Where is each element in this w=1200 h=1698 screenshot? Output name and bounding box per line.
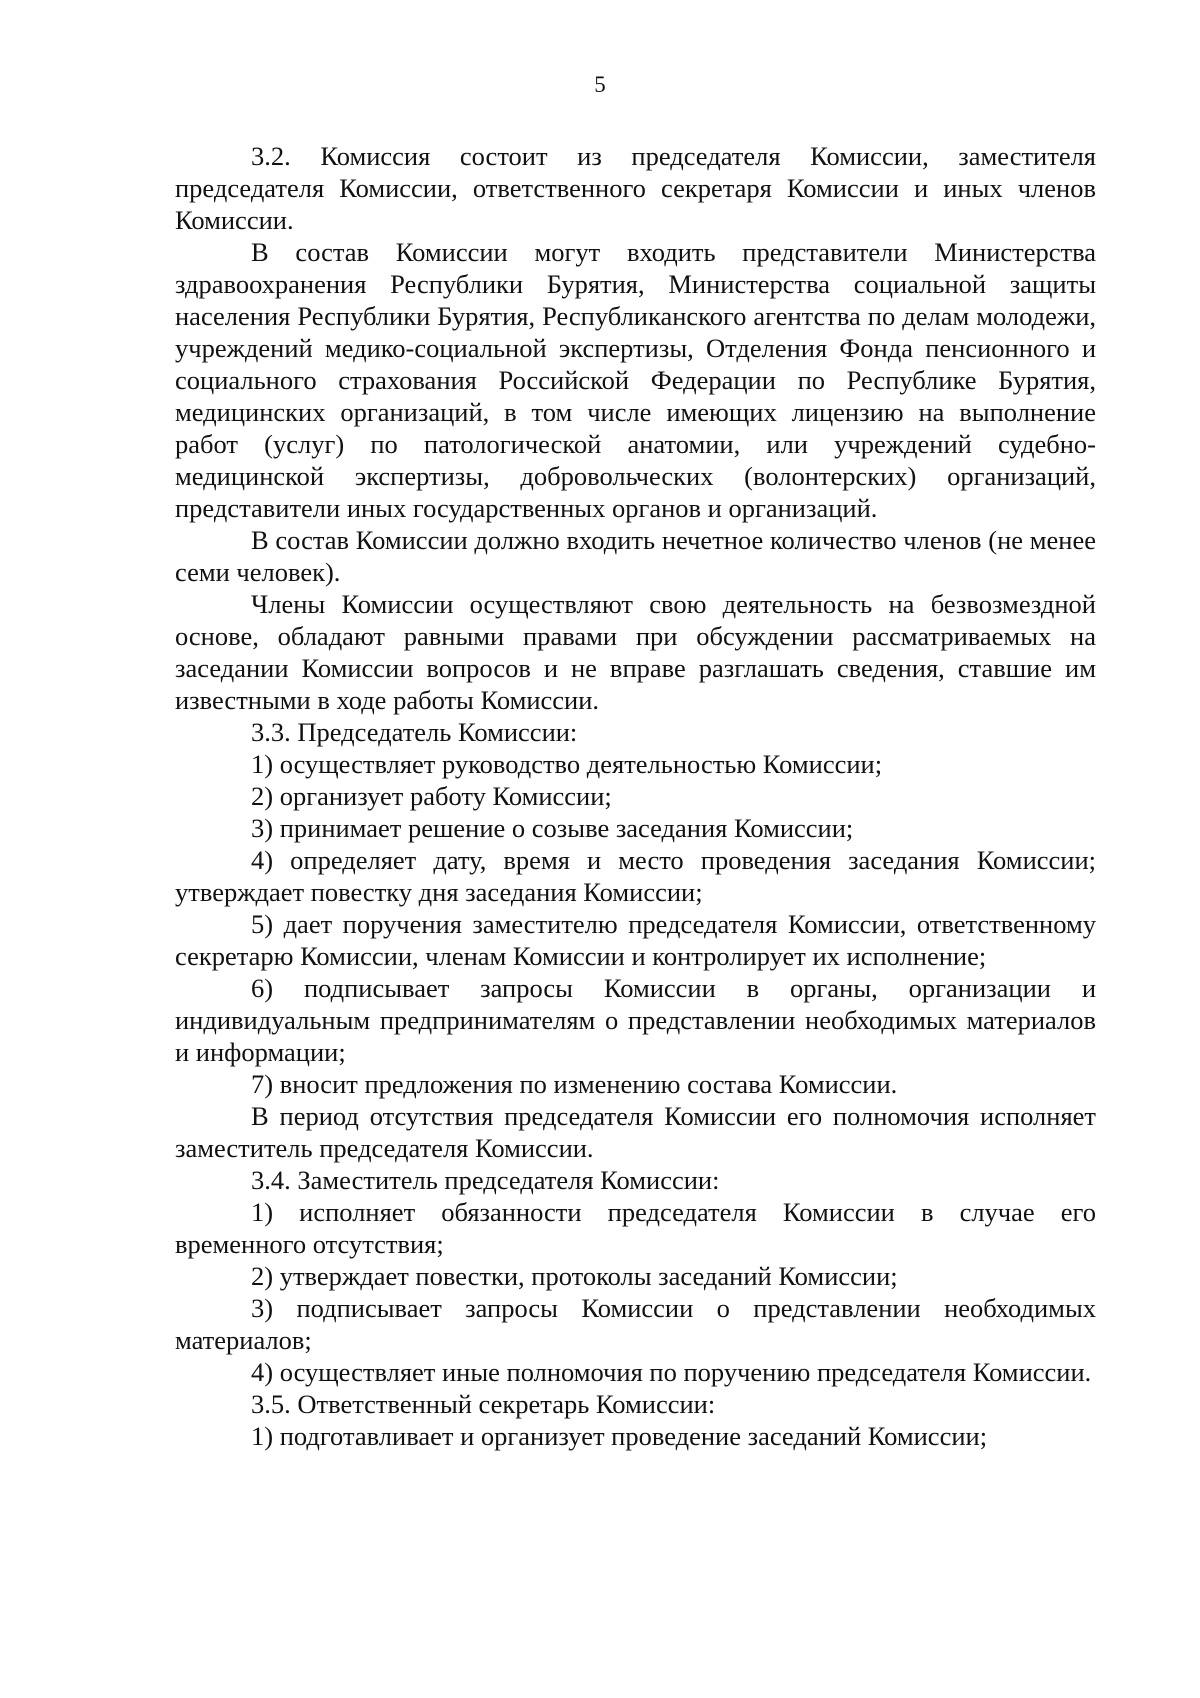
list-item-chair-5: 5) дает поручения заместителю председателя Комиссии, ответственному секретарю Комиссии, членам Комиссии и контролирует их исполнение;	[175, 909, 1096, 971]
list-item-chair-4: 4) определяет дату, время и место проведения заседания Комиссии; утверждает повестку дня заседания Комиссии;	[175, 845, 1096, 907]
document-body	[175, 140, 1096, 1452]
paragraph-3-4-heading: 3.4. Заместитель председателя Комиссии:	[251, 1165, 720, 1195]
list-item-deputy-3: 3) подписывает запросы Комиссии о представлении необходимых материалов;	[175, 1293, 1096, 1355]
paragraph-commission-members-sources: В состав Комиссии могут входить представители Министерства здравоохранения Республики Бурятия, Министерства социальной защиты населения Республики Бурятия, Республиканского агентства по делам молодежи, учреждений медико-социальной экспертизы, Отделения Фонда пенсионного и социального страхования Российской Федерации по Республике Бурятия, медицинских организаций, в том числе имеющих лицензию на выполнение работ (услуг) по патологической анатомии, или учреждений судебно-медицинской экспертизы, добровольческих (волонтерских) организаций, представители иных государственных органов и организаций.	[175, 237, 1096, 523]
list-item-chair-3: 3) принимает решение о созыве заседания Комиссии;	[251, 813, 854, 843]
list-item-deputy-1: 1) исполняет обязанности председателя Комиссии в случае его временного отсутствия;	[175, 1197, 1096, 1259]
list-item-chair-2: 2) организует работу Комиссии;	[251, 781, 612, 811]
paragraph-3-5-heading: 3.5. Ответственный секретарь Комиссии:	[251, 1389, 716, 1419]
paragraph-3-3-heading: 3.3. Председатель Комиссии:	[251, 717, 578, 747]
list-item-chair-6: 6) подписывает запросы Комиссии в органы, организации и индивидуальным предпринимателям о представлении необходимых материалов и информации;	[175, 973, 1096, 1067]
page-number: 5	[594, 72, 606, 97]
paragraph-chair-absence: В период отсутствия председателя Комиссии его полномочия исполняет заместитель председателя Комиссии.	[175, 1101, 1096, 1163]
list-item-chair-1: 1) осуществляет руководство деятельностью Комиссии;	[251, 749, 883, 779]
paragraph-odd-member-count: В состав Комиссии должно входить нечетное количество членов (не менее семи человек).	[175, 525, 1096, 587]
list-item-deputy-2: 2) утверждает повестки, протоколы заседаний Комиссии;	[251, 1261, 898, 1291]
list-item-secretary-1: 1) подготавливает и организует проведение заседаний Комиссии;	[251, 1421, 988, 1451]
paragraph-members-duties: Члены Комиссии осуществляют свою деятельность на безвозмездной основе, обладают равными правами при обсуждении рассматриваемых на заседании Комиссии вопросов и не вправе разглашать сведения, ставшие им известными в ходе работы Комиссии.	[175, 589, 1096, 715]
list-item-chair-7: 7) вносит предложения по изменению состава Комиссии.	[251, 1069, 898, 1099]
paragraph-3-2: 3.2. Комиссия состоит из председателя Комиссии, заместителя председателя Комиссии, ответственного секретаря Комиссии и иных членов Комиссии.	[175, 141, 1096, 235]
list-item-deputy-4: 4) осуществляет иные полномочия по поручению председателя Комиссии.	[251, 1357, 1092, 1387]
